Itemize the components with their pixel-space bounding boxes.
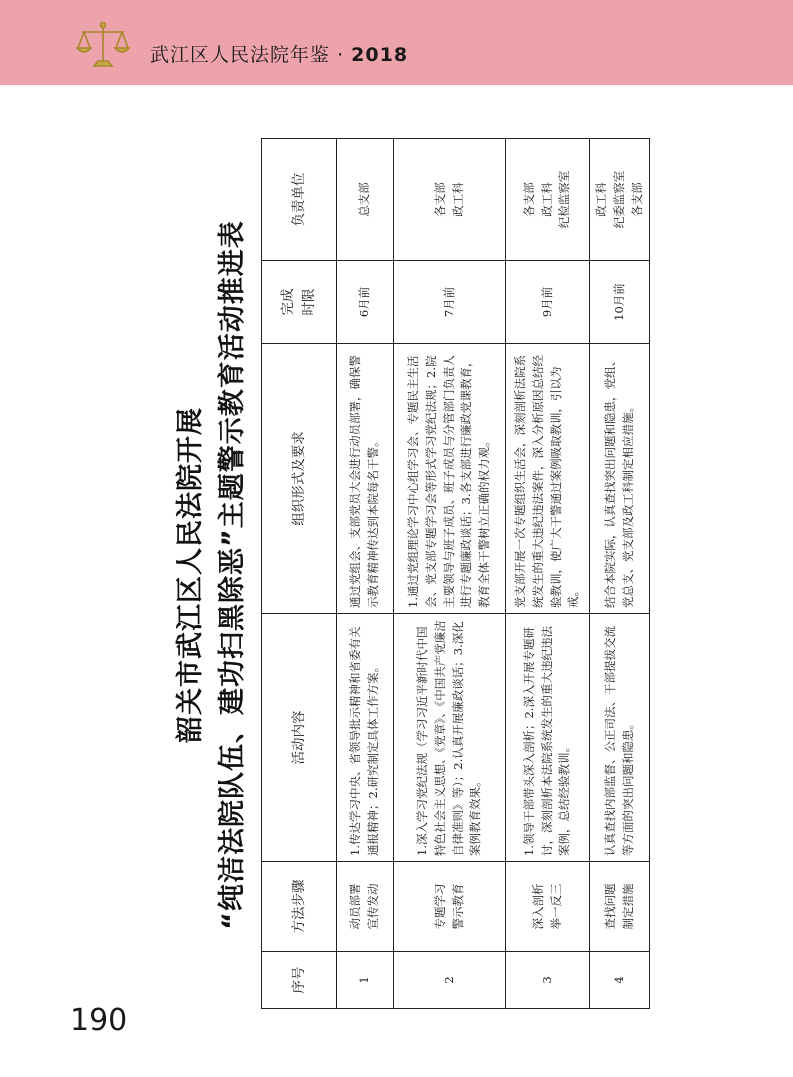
cell-no: 4 bbox=[590, 952, 650, 1009]
table-row bbox=[506, 139, 590, 1009]
header-no: 序号 bbox=[262, 952, 337, 1009]
cell-content: 认真查找内部监督、公正司法、干部提拔交流等方面的突出问题和隐患。 bbox=[590, 614, 650, 862]
cell-step bbox=[590, 862, 650, 952]
cell-step-line: 举一反三 bbox=[548, 883, 563, 930]
cell-content: 1.深入学习党纪法规（学习习近平新时代中国特色社会主义思想、《党章》、《中国共产党廉洁自律准则》等）；2.认真开展廉政谈话；3.深化案例教育效果。 bbox=[394, 614, 506, 862]
progress-table bbox=[261, 138, 650, 1009]
cell-unit-line: 各支部 bbox=[629, 182, 644, 217]
header-time-line2: 时限 bbox=[301, 288, 317, 316]
cell-step bbox=[337, 862, 394, 952]
cell-form: 1.通过党组理论学习中心组学习会、专题民主生活会、党支部专题学习会等形式学习党纪法规；2.院主要领导与班子成员、班子成员与分管部门负责人进行专题廉政谈话；3.各支部进行廉政党课教育，教育全体干警树立正确的权力观。 bbox=[394, 344, 506, 614]
cell-no: 2 bbox=[394, 952, 506, 1009]
cell-unit bbox=[590, 139, 650, 261]
cell-content: 1.领导干部带头深入剖析；2.深入开展专题研讨，深刻剖析本法院系统发生的重大违纪违法案例，总结经验教训。 bbox=[506, 614, 590, 862]
document-title-line1: 韶关市武江区人民法院开展 bbox=[175, 407, 206, 743]
header-time-line1: 完成 bbox=[280, 288, 297, 316]
header-step: 方法步骤 bbox=[262, 862, 337, 952]
cell-step-line: 警示教育 bbox=[450, 883, 465, 930]
table-header-row bbox=[262, 139, 337, 1009]
table-row bbox=[590, 139, 650, 1009]
cell-unit bbox=[337, 139, 394, 261]
cell-unit-line: 纪委监察室 bbox=[611, 170, 626, 229]
cell-unit-line: 总支部 bbox=[357, 182, 372, 217]
document-title-line2: “纯洁法院队伍、建功扫黑除恶”主题警示教育活动推进表 bbox=[217, 220, 248, 930]
cell-step-line: 查找问题 bbox=[602, 883, 617, 930]
cell-step-line: 制定措施 bbox=[620, 883, 635, 930]
cell-unit-line: 纪检监察室 bbox=[557, 170, 572, 229]
scales-of-justice-icon bbox=[74, 20, 132, 72]
cell-form: 党支部开展一次专题组织生活会，深刻剖析法院系统发生的重大违纪违法案件，深入分析原因总结经验教训，使广大干警通过案例吸取教训，引以为戒。 bbox=[506, 344, 590, 614]
cell-step bbox=[506, 862, 590, 952]
yearbook-year: 2018 bbox=[351, 44, 409, 66]
cell-step-line: 深入剖析 bbox=[530, 883, 545, 930]
cell-unit-line: 政工科 bbox=[594, 182, 608, 217]
cell-unit-line: 政工科 bbox=[450, 182, 465, 217]
cell-step-line: 动员部署 bbox=[348, 883, 363, 930]
table-row bbox=[394, 139, 506, 1009]
cell-unit-line: 政工科 bbox=[539, 182, 554, 217]
header-time bbox=[262, 261, 337, 344]
cell-step-line: 宣传发动 bbox=[366, 883, 380, 930]
title-dot: · bbox=[337, 44, 345, 66]
cell-unit bbox=[506, 139, 590, 261]
header-unit: 负责单位 bbox=[262, 139, 337, 261]
cell-form: 通过党组会、支部党员大会进行动员部署，确保警示教育精神传达到本院每名干警。 bbox=[337, 344, 394, 614]
header-content: 活动内容 bbox=[262, 614, 337, 862]
cell-time: 9月前 bbox=[506, 261, 590, 344]
table-row bbox=[337, 139, 394, 1009]
cell-no: 1 bbox=[337, 952, 394, 1009]
cell-step-line: 专题学习 bbox=[432, 883, 447, 930]
cell-form: 结合本院实际，认真查找突出问题和隐患，党组、党总支、党支部及政工科制定相应措施。 bbox=[590, 344, 650, 614]
cell-time: 10月前 bbox=[590, 261, 650, 344]
cell-step bbox=[394, 862, 506, 952]
cell-time: 6月前 bbox=[337, 261, 394, 344]
page-header bbox=[0, 0, 793, 85]
page-number: 190 bbox=[70, 1003, 128, 1038]
cell-unit-line: 各支部 bbox=[432, 182, 447, 217]
rotated-table-page bbox=[160, 135, 644, 1015]
cell-unit bbox=[394, 139, 506, 261]
cell-unit-line: 各支部 bbox=[521, 182, 536, 217]
cell-content: 1.传达学习中央、省领导批示精神和省委有关通报精神；2.研究制定具体工作方案。 bbox=[337, 614, 394, 862]
cell-time: 7月前 bbox=[394, 261, 506, 344]
cell-no: 3 bbox=[506, 952, 590, 1009]
yearbook-name: 武江区人民法院年鉴 bbox=[150, 44, 331, 66]
header-form: 组织形式及要求 bbox=[262, 344, 337, 614]
header-title bbox=[150, 40, 408, 67]
